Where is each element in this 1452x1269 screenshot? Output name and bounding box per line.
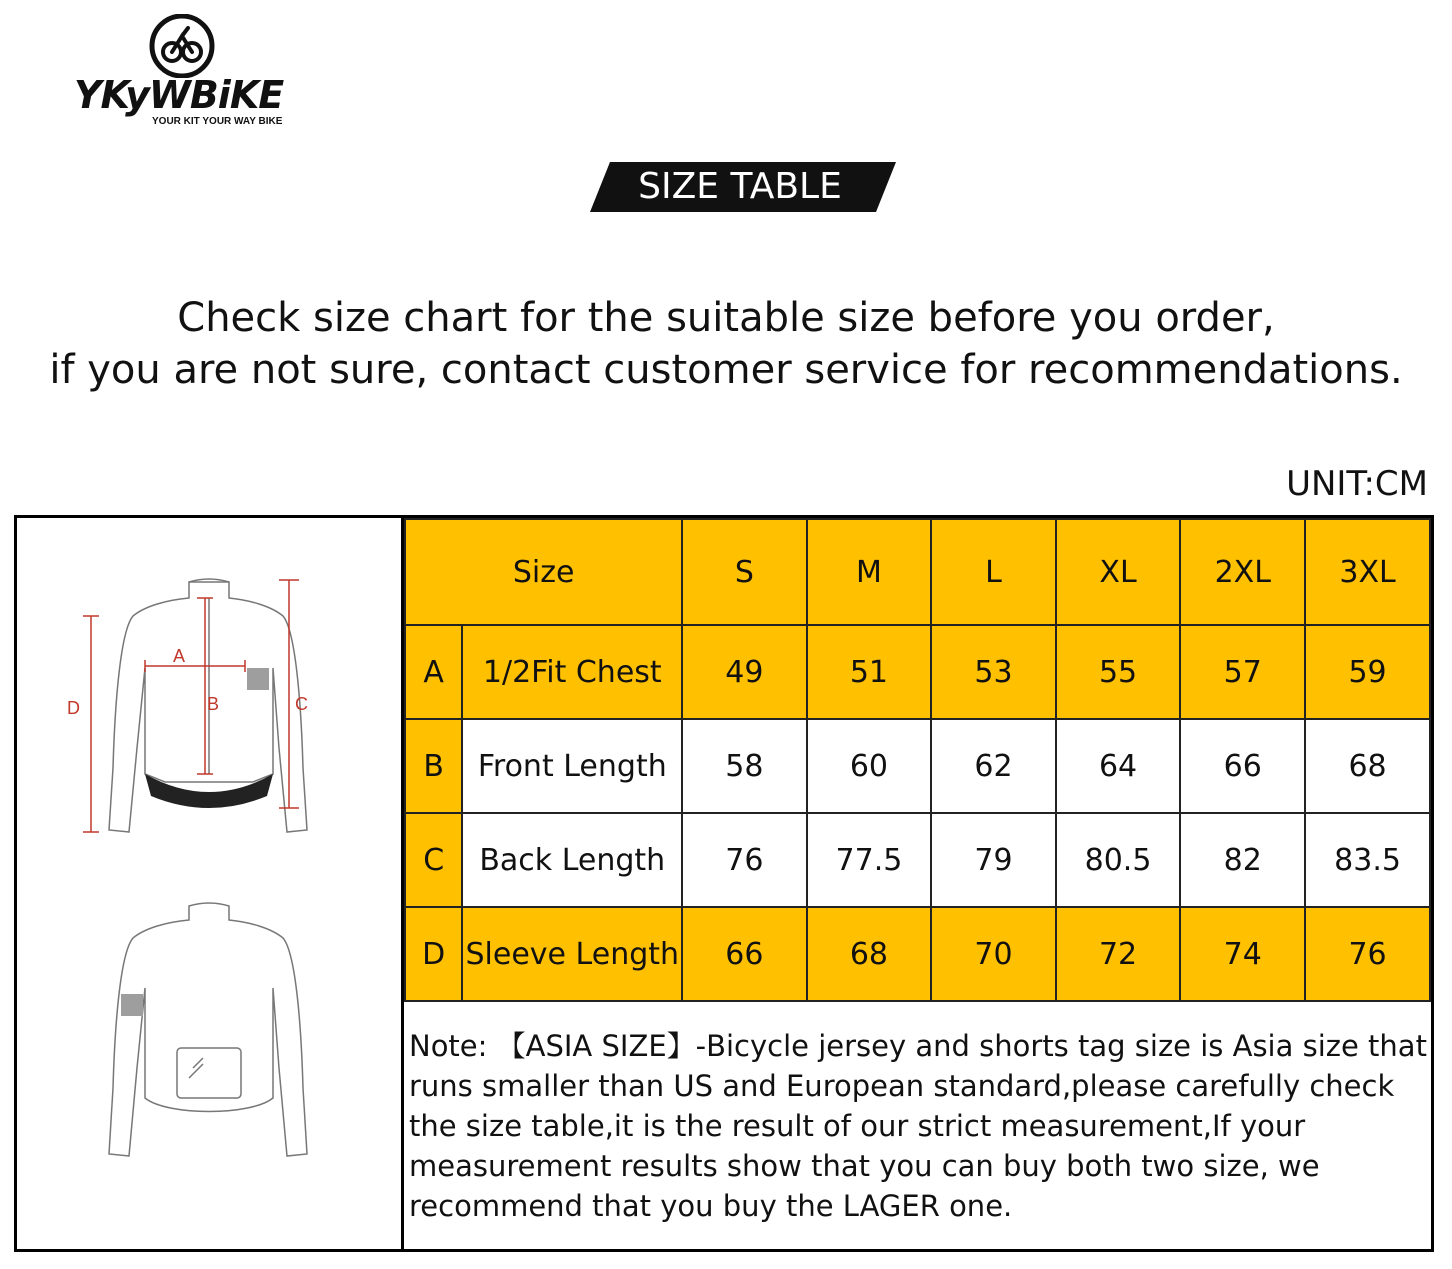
table-row: [405, 907, 1430, 1001]
size-chart-frame: [14, 515, 1434, 1252]
header-size-3xl: 3XL: [1305, 519, 1430, 625]
table-cell: 70: [931, 907, 1055, 1001]
table-cell: 49: [682, 625, 806, 719]
table-cell: 58: [682, 719, 806, 813]
jersey-back-icon: [109, 903, 307, 1156]
brand-logo: [72, 12, 302, 132]
table-cell: 53: [931, 625, 1055, 719]
table-cell: 57: [1180, 625, 1305, 719]
row-name: 1/2Fit Chest: [462, 625, 682, 719]
table-cell: 64: [1056, 719, 1181, 813]
banner-title: SIZE TABLE: [638, 166, 842, 207]
label-a: A: [173, 646, 186, 666]
table-cell: 66: [1180, 719, 1305, 813]
table-cell: 76: [682, 813, 806, 907]
row-code: D: [405, 907, 462, 1001]
unit-label: UNIT:CM: [1286, 464, 1428, 504]
row-code: C: [405, 813, 462, 907]
jersey-diagram: [17, 518, 404, 1249]
intro-line-2: if you are not sure, contact customer service for recommendations.: [49, 347, 1403, 393]
jersey-back-armband: [121, 994, 143, 1016]
row-name: Sleeve Length: [462, 907, 682, 1001]
jersey-hem: [145, 774, 273, 808]
header-size-label: Size: [405, 519, 682, 625]
bicycle-logo-icon: [146, 14, 218, 78]
row-code: B: [405, 719, 462, 813]
table-row: [405, 719, 1430, 813]
table-cell: 74: [1180, 907, 1305, 1001]
row-name: Front Length: [462, 719, 682, 813]
table-cell: 55: [1056, 625, 1181, 719]
header-size-xl: XL: [1056, 519, 1181, 625]
jersey-diagram-art: [17, 518, 401, 1249]
header-size-m: M: [807, 519, 932, 625]
table-row: [405, 625, 1430, 719]
row-code: A: [405, 625, 462, 719]
table-cell: 83.5: [1305, 813, 1430, 907]
size-note: Note: 【ASIA SIZE】-Bicycle jersey and shorts tag size is Asia size that runs smaller than US and European standard,please carefully check the size table,it is the result of our strict measurement,If your measurement results show that you can buy both two size, we recommend that you buy the LAGER one.: [409, 1029, 1427, 1223]
table-cell: 77.5: [807, 813, 932, 907]
table-header-row: [405, 519, 1430, 625]
header-size-s: S: [682, 519, 806, 625]
table-cell: 82: [1180, 813, 1305, 907]
intro-line-1: Check size chart for the suitable size before you order,: [177, 295, 1275, 341]
size-table-banner: [590, 162, 898, 212]
table-cell: 60: [807, 719, 932, 813]
brand-name: YKyWBiKE: [74, 73, 284, 117]
table-cell: 51: [807, 625, 932, 719]
label-d: D: [67, 698, 80, 718]
table-cell: 68: [1305, 719, 1430, 813]
table-cell: 59: [1305, 625, 1430, 719]
table-cell: 76: [1305, 907, 1430, 1001]
label-c: C: [295, 694, 308, 714]
table-cell: 62: [931, 719, 1055, 813]
table-cell: 79: [931, 813, 1055, 907]
row-name: Back Length: [462, 813, 682, 907]
brand-tagline: YOUR KIT YOUR WAY BIKE: [152, 116, 283, 127]
header-size-2xl: 2XL: [1180, 519, 1305, 625]
table-cell: 72: [1056, 907, 1181, 1001]
table-row: [405, 813, 1430, 907]
label-b: B: [207, 694, 220, 714]
table-cell: 68: [807, 907, 932, 1001]
intro-text: [0, 292, 1452, 396]
header-size-l: L: [931, 519, 1055, 625]
table-cell: 80.5: [1056, 813, 1181, 907]
table-cell: 66: [682, 907, 806, 1001]
size-table: [404, 518, 1431, 1002]
jersey-armband: [247, 668, 269, 690]
